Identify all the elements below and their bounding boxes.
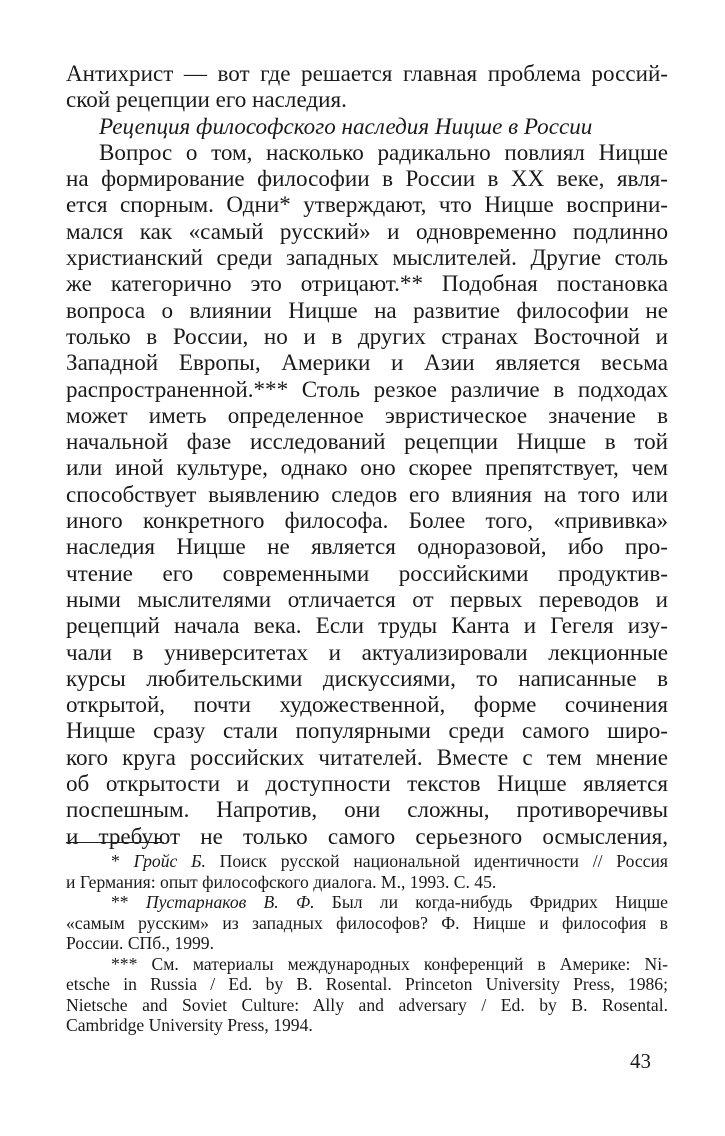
footnote-3-line: Cambridge University Press, 1994. xyxy=(66,1015,313,1035)
body-line: только в России, но и в других странах Восточной и xyxy=(66,322,668,349)
footnote-2-line xyxy=(66,892,668,913)
body-line: или иной культуре, однако оно скорее препятствует, чем xyxy=(66,454,668,481)
footnote-divider xyxy=(66,842,164,843)
body-line: чтение его современными российскими продуктив- xyxy=(66,559,668,586)
body-line: Вопрос о том, насколько радикально повлиял Ницше xyxy=(99,138,668,165)
body-line: открытой, почти художественной, форме сочинения xyxy=(66,691,668,718)
body-text xyxy=(66,60,668,849)
body-line: Ницше сразу стали популярными среди самого широ- xyxy=(66,717,668,744)
body-line: курсы любительскими дискуссиями, то написанные в xyxy=(66,664,668,691)
body-line: и требуют не только самого серьезного осмысления, xyxy=(66,822,668,849)
body-line: распространенной.*** Столь резкое различие в подходах xyxy=(66,375,668,402)
body-line: иного конкретного философа. Более того, «прививка» xyxy=(66,507,668,534)
footnote-text: См. материалы международных конференций в Америке: Ni- xyxy=(137,953,668,974)
footnote-mark: * xyxy=(111,851,120,871)
footnote-mark: ** xyxy=(111,892,129,912)
footnote-2-line: «самым русским» из западных философов? Ф. Ницше и философия в xyxy=(66,912,668,933)
footnote-1-line xyxy=(66,851,668,872)
body-line: на формирование философии в России в XX веке, явля- xyxy=(66,165,668,192)
footnote-text: Поиск русской национальной идентичности // Россия xyxy=(205,851,668,871)
body-line: вопроса о влиянии Ницше на развитие философии не xyxy=(66,296,668,323)
body-line: наследия Ницше не является одноразовой, ибо про- xyxy=(66,533,668,560)
footnote-mark: *** xyxy=(111,953,138,974)
body-line: об открытости и доступности текстов Ницше является xyxy=(66,770,668,797)
body-line: мался как «самый русский» и одновременно подлинно xyxy=(66,217,668,244)
page-body xyxy=(66,60,668,849)
body-line: чали в университетах и актуализировали лекционные xyxy=(66,638,668,665)
body-line: способствует выявлению следов его влияния на того или xyxy=(66,480,668,507)
footnote-1-line: и Германия: опыт философского диалога. М., 1993. С. 45. xyxy=(66,871,497,892)
footnote-author: Пустарнаков В. Ф. xyxy=(145,892,315,912)
body-line: Западной Европы, Америки и Азии является весьма xyxy=(66,349,668,376)
footnote-3-line: etsche in Russia / Ed. by B. Rosental. Princeton University Press, 1986; xyxy=(66,974,668,994)
page-number: 43 xyxy=(630,1049,651,1073)
body-line: рецепций начала века. Если труды Канта и Гегеля изу- xyxy=(66,612,668,639)
footnote-author: Гройс Б. xyxy=(133,851,206,871)
body-line: ется спорным. Одни* утверждают, что Ницше восприни- xyxy=(66,191,668,218)
footnote-2-line: России. СПб., 1999. xyxy=(66,933,215,953)
body-line: ными мыслителями отличается от первых переводов и xyxy=(66,585,668,612)
body-line: поспешным. Напротив, они сложны, противоречивы xyxy=(66,796,668,823)
footnote-text: Был ли когда-нибудь Фридрих Ницше xyxy=(314,892,668,912)
body-line: начальной фазе исследований рецепции Ницше в той xyxy=(66,428,668,455)
body-line: христианский среди западных мыслителей. Другие столь xyxy=(66,244,668,271)
footnote-3-line: Nietsche and Soviet Culture: Ally and adversary / Ed. by B. Rosental. xyxy=(66,994,668,1015)
body-line: кого круга российских читателей. Вместе с тем мнение xyxy=(66,743,668,770)
body-line: может иметь определенное эвристическое значение в xyxy=(66,401,668,428)
body-line: ской рецепции его наследия. xyxy=(66,86,347,113)
footnotes xyxy=(66,851,668,1036)
body-line: Антихрист — вот где решается главная проблема россий- xyxy=(66,60,668,86)
body-line: же категорично это отрицают.** Подобная постановка xyxy=(66,270,668,297)
section-heading: Рецепция философского наследия Ницше в России xyxy=(99,112,593,139)
footnote-3-line xyxy=(66,954,668,975)
